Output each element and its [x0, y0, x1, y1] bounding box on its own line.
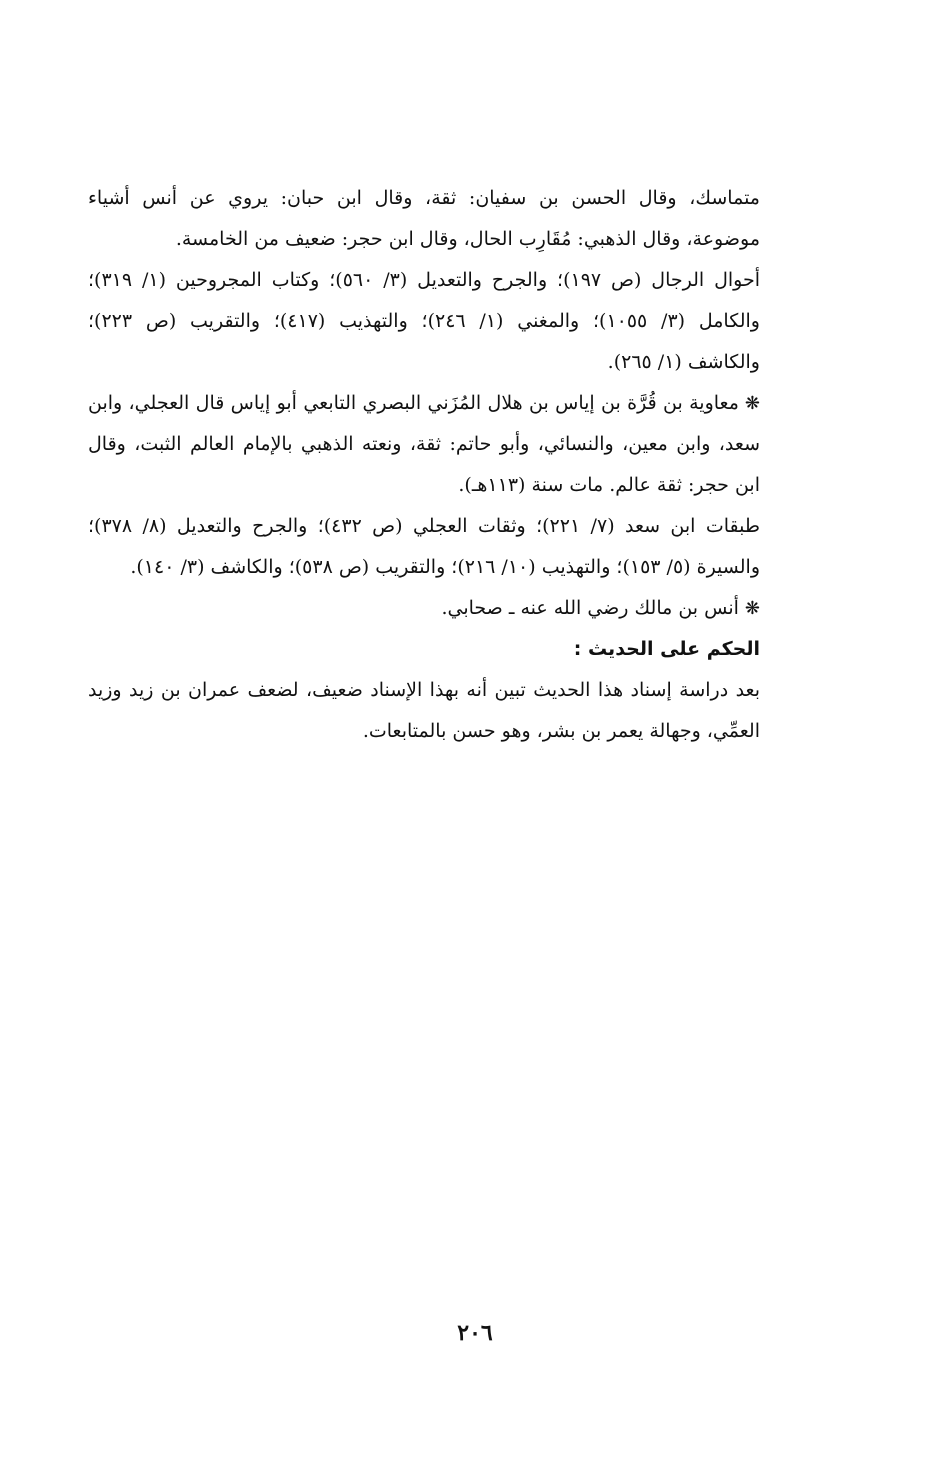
narrator-entry-text: أنس بن مالك رضي الله عنه ـ صحابي.: [441, 597, 739, 619]
narrator-entry-muawiya: [88, 383, 760, 506]
ruling-paragraph: بعد دراسة إسناد هذا الحديث تبين أنه بهذا الإسناد ضعيف، لضعف عمران بن زيد وزيد العمِّي، وجهالة يعمر بن بشر، وهو حسن بالمتابعات.: [88, 679, 760, 742]
references-paragraph-1: أحوال الرجال (ص ١٩٧)؛ والجرح والتعديل (٣/ ٥٦٠)؛ وكتاب المجروحين (١/ ٣١٩)؛ والكامل (٣/ ١٠٥٥)؛ والمغني (١/ ٢٤٦)؛ والتهذيب (٤١٧)؛ والتقريب (ص ٢٢٣)؛ والكاشف (١/ ٢٦٥).: [88, 269, 760, 373]
asterisk-icon: ❋: [744, 598, 760, 619]
body-text: [88, 178, 760, 752]
asterisk-icon: ❋: [744, 393, 760, 414]
narrator-entry-anas: [88, 588, 760, 629]
references-paragraph-2: طبقات ابن سعد (٧/ ٢٢١)؛ وثقات العجلي (ص ٤٣٢)؛ والجرح والتعديل (٨/ ٣٧٨)؛ والسيرة (٥/ ١٥٣)؛ والتهذيب (١٠/ ٢١٦)؛ والتقريب (ص ٥٣٨)؛ والكاشف (٣/ ١٤٠).: [88, 515, 760, 578]
narrator-entry-text: معاوية بن قُرَّة بن إياس بن هلال المُزَني البصري التابعي أبو إياس قال العجلي، وابن سعد، وابن معين، والنسائي، وأبو حاتم: ثقة، ونعته الذهبي بالإمام العالم الثبت، وقال ابن حجر: ثقة عالم. مات سنة (١١٣هـ).: [88, 392, 760, 496]
page-number: ٢٠٦: [457, 1320, 493, 1346]
narrator-note-continuation: متماسك، وقال الحسن بن سفيان: ثقة، وقال ابن حبان: يروي عن أنس أشياء موضوعة، وقال الذهبي: مُقَارِب الحال، وقال ابن حجر: ضعيف من الخامسة.: [88, 187, 760, 250]
section-heading: الحكم على الحديث :: [573, 638, 760, 660]
